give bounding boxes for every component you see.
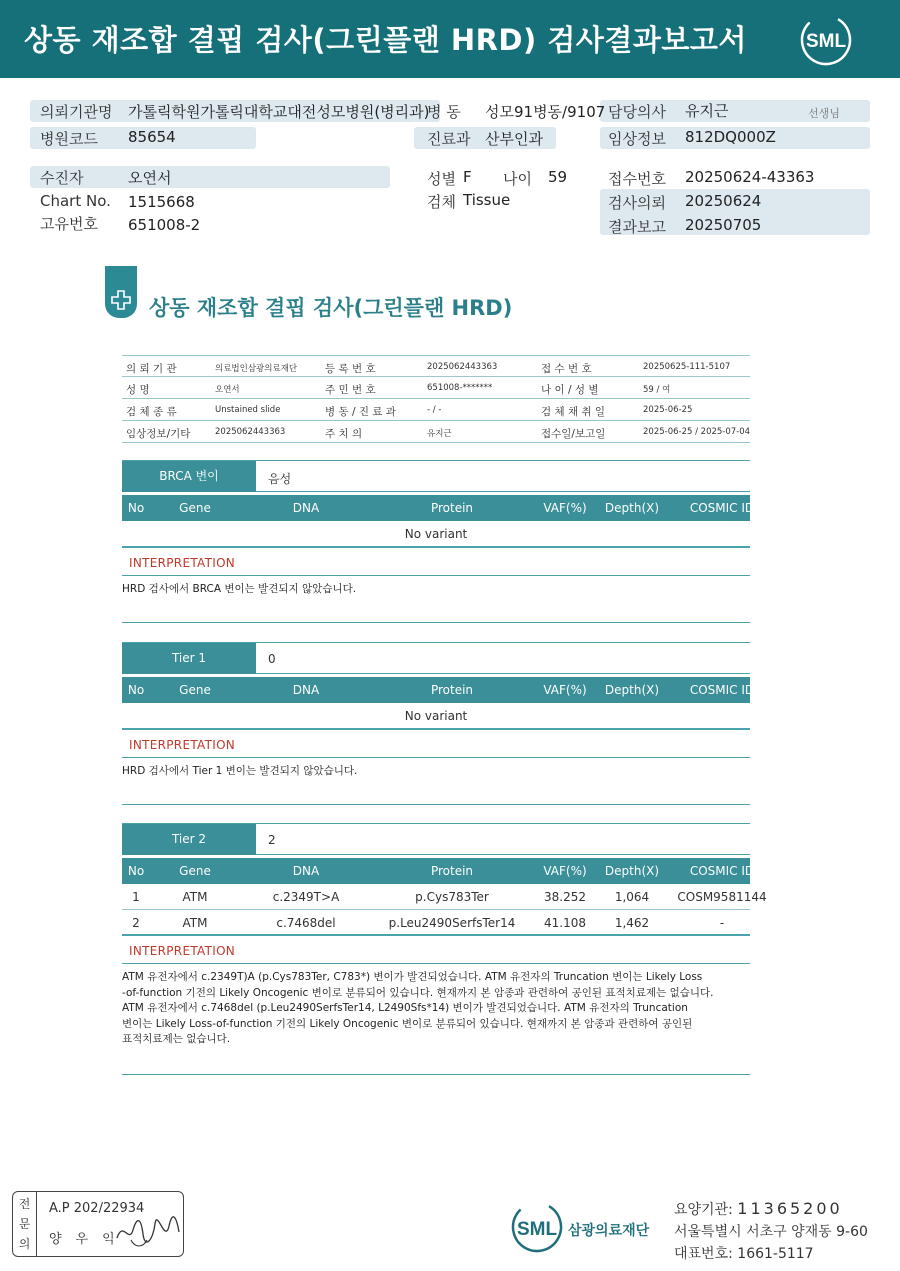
facility-number-line: 요양기관: 11365200 [674,1199,843,1218]
stamp-side-label: 전 문 의 [13,1192,37,1256]
column-header: No [127,501,145,515]
no-variant-text: No variant [122,521,750,548]
registration-value: 2025-06-25 [643,405,693,415]
receipt-label: 접수번호 [608,170,666,188]
registration-label: 임상정보/기타 [126,428,191,440]
table-cell: 1 [132,890,140,904]
table-cell: ATM [182,890,208,904]
registration-value: 59 / 여 [643,385,671,395]
interpretation-label: INTERPRETATION [122,730,750,758]
column-header: Depth(X) [604,864,660,878]
table-cell: 38.252 [544,890,586,904]
section-name: Tier 1 [122,643,256,674]
table-cell: 41.108 [544,916,586,930]
registration-value: 의료법인삼광의료재단 [215,364,298,374]
column-header: VAF(%) [543,864,587,878]
column-header: No [127,864,145,878]
section-name: Tier 2 [122,824,256,855]
column-header: Gene [179,864,211,878]
interpretation-text: HRD 검사에서 Tier 1 변이는 발견되지 않았습니다. [122,758,750,805]
request-value: 20250624 [685,192,762,210]
specimen-value: Tissue [463,191,511,209]
interpretation-line: 변이는 Likely Loss-of-function 기전의 Likely Oncogenic 변이로 분류되어 있습니다. 현재까지 본 암종과 관련하여 공인된 [122,1017,693,1030]
table-cell: ATM [182,916,208,930]
interpretation-text: HRD 검사에서 BRCA 변이는 발견되지 않았습니다. [122,576,750,623]
registration-row [122,377,750,399]
registration-label: 주 민 번 호 [325,384,376,396]
registration-label: 등 록 번 호 [325,363,376,375]
clinical-value: 812DQ000Z [685,128,776,146]
table-cell: c.7468del [276,916,336,930]
medical-cross-icon [109,288,133,312]
interpretation-label: INTERPRETATION [122,548,750,576]
column-header: Depth(X) [604,683,660,697]
table-cell: c.2349T>A [272,890,340,904]
report-header-title: 상동 재조합 결핍 검사(그린플랜 HRD) 검사결과보고서 [24,23,747,57]
address-line: 서울특별시 서초구 양재동 9-60 [674,1224,868,1240]
specimen-label: 검체 [427,193,456,211]
footer-logo [510,1198,662,1258]
pathologist-stamp [12,1191,184,1257]
chart-value: 1515668 [128,193,195,211]
sml-logo [800,14,852,66]
registration-row [122,355,750,377]
chart-label: Chart No. [40,192,111,210]
age-value: 59 [548,168,568,186]
table-cell: 2 [132,916,140,930]
sex-value: F [463,168,472,186]
table-header [122,677,755,703]
report-date-value: 20250705 [685,216,762,234]
ward-label: 병 동 [427,103,461,121]
registration-label: 접 수 번 호 [541,363,592,375]
table-cell: - [719,916,725,930]
interpretation-line: ATM 유전자에서 c.7468del (p.Leu2490SerfsTer14, L2490Sfs*14) 변이가 발견되었습니다. ATM 유전자의 Truncation [122,1002,688,1014]
tier2-section [122,823,767,1075]
registration-label: 검 체 종 류 [126,406,177,418]
table-row [122,884,767,910]
ward-value: 성모91병동/9107 [485,103,606,121]
unique-value: 651008-2 [128,216,201,234]
column-header: DNA [292,501,320,515]
interpretation-line: 표적치료제는 없습니다. [122,1033,231,1045]
table-header [122,495,755,521]
registration-label: 병 동 / 진 료 과 [325,406,396,418]
section-result: 2 [268,833,276,847]
svg-text:SML: SML [805,31,847,52]
age-label: 나이 [503,170,532,188]
registration-value: - / - [427,405,442,415]
brca-section [122,460,755,623]
sml-logo [510,1198,564,1256]
registration-value: 651008-******* [427,383,493,393]
institution-label: 의뢰기관명 [40,103,113,121]
section-name: BRCA 변이 [122,461,256,492]
unique-label: 고유번호 [40,215,98,233]
footer-contact [674,1199,868,1265]
section-result: 음성 [268,472,292,486]
registration-table [122,355,750,443]
table-header [122,858,755,884]
column-header: DNA [292,683,320,697]
table-cell: COSM9581144 [677,890,767,904]
interpretation-line: -of-function 기전의 Likely Oncogenic 변이로 분류되어 있습니다. 현재까지 본 암종과 관련하여 공인된 표적치료제는 없습니다. [122,986,714,999]
receipt-value: 20250624-43363 [685,168,815,186]
registration-label: 접수일/보고일 [541,428,606,440]
variant-rows [122,884,767,936]
hospital-code-label: 병원코드 [40,130,98,148]
dept-label: 진료과 [427,130,471,148]
registration-value: 20250625-111-5107 [643,362,731,372]
column-header: COSMIC ID [689,683,755,697]
column-header: Gene [179,501,211,515]
registration-value: 2025062443363 [427,362,498,372]
report-date-label: 결과보고 [608,218,666,236]
table-row [122,910,750,936]
registration-label: 나 이 / 성 별 [541,384,599,396]
column-header: Protein [430,864,474,878]
registration-value: 2025062443363 [215,427,286,437]
footer-brand: 삼광의료재단 [568,1223,650,1239]
patient-name-value: 오연서 [128,169,172,187]
column-header: Protein [430,501,474,515]
column-header: Gene [179,683,211,697]
report-header [0,0,900,78]
column-header: COSMIC ID [689,501,755,515]
clinical-label: 임상정보 [608,130,666,148]
signature-icon [113,1210,183,1252]
registration-value: 2025-06-25 / 2025-07-04 [643,427,751,437]
registration-row [122,399,750,421]
patient-info [0,95,900,245]
table-cell: p.Leu2490SerfsTer14 [388,916,516,930]
registration-label: 성 명 [126,384,150,396]
registration-label: 의 뢰 기 관 [126,363,177,375]
no-variant-text: No variant [122,703,750,730]
sex-label: 성별 [427,170,456,188]
institution-value: 가톨릭학원가톨릭대학교대전성모병원(병리과) [128,103,430,121]
doctor-note: 선생님 [808,107,840,120]
registration-label: 검 체 채 취 일 [541,406,606,418]
interpretation-line: ATM 유전자에서 c.2349T)A (p.Cys783Ter, C783*) 변이가 발견되었습니다. ATM 유전자의 Truncation 변이는 Likely Loss [122,971,703,983]
table-cell: p.Cys783Ter [415,890,489,904]
doctor-label: 담당의사 [608,103,666,121]
column-header: COSMIC ID [689,864,755,878]
report-title-tab [105,266,137,318]
stamp-ap-number: A.P 202/22934 [49,1201,145,1216]
request-label: 검사의뢰 [608,194,666,212]
dept-value: 산부인과 [485,130,543,148]
section-result: 0 [268,652,276,666]
table-cell: 1,462 [614,916,650,930]
registration-value: 오연서 [215,385,240,395]
patient-name-label: 수진자 [40,169,84,187]
phone-line: 대표번호: 1661-5117 [674,1246,814,1262]
column-header: VAF(%) [543,683,587,697]
interpretation-text [122,964,750,1075]
svg-text:SML: SML [516,1219,558,1240]
interpretation-label: INTERPRETATION [122,936,750,964]
registration-value: 유지근 [427,429,452,439]
column-header: No [127,683,145,697]
column-header: VAF(%) [543,501,587,515]
report-title-text: 상동 재조합 결핍 검사(그린플랜 HRD) [149,296,513,320]
table-cell: 1,064 [614,890,650,904]
column-header: Depth(X) [604,501,660,515]
registration-value: Unstained slide [215,405,281,415]
column-header: DNA [292,864,320,878]
tier1-section [122,642,755,805]
registration-row [122,421,750,443]
column-header: Protein [430,683,474,697]
hospital-code-value: 85654 [128,128,176,146]
registration-label: 주 치 의 [325,428,363,440]
doctor-value: 유지근 [685,102,729,120]
stamp-pathologist-name: 양우익 [49,1232,129,1247]
